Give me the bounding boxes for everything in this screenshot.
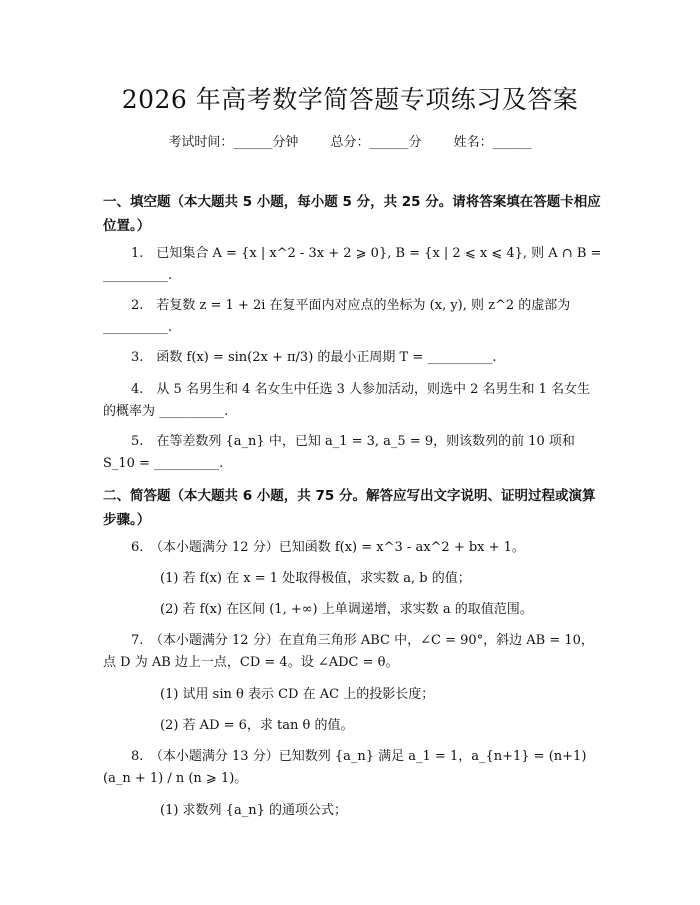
question-text: 4. 从 5 名男生和 4 名女生中任选 3 人参加活动，则选中 2 名男生和 1 名女生的概率为 __________.	[103, 382, 591, 419]
section-heading-fill-blank: 一、填空题（本大题共 5 小题，每小题 5 分，共 25 分。请将答案填在答题卡相应位置。）	[103, 194, 601, 234]
question-7-part-2: (2) 若 AD = 6，求 tan θ 的值。	[160, 718, 354, 733]
exam-meta	[0, 131, 700, 150]
total-score-field: 总分：______分	[330, 135, 422, 150]
question-8-part-1: (1) 求数列 {a_n} 的通项公式；	[160, 803, 347, 818]
question-6	[103, 537, 603, 559]
question-4	[103, 379, 603, 423]
question-text: 2. 若复数 z = 1 + 2i 在复平面内对应点的坐标为 (x, y), 则 z^2 的虚部为 __________.	[103, 298, 571, 335]
question-text: 8. （本小题满分 13 分）已知数列 {a_n} 满足 a_1 = 1，a_{n+1} = (n+1)(a_n + 1) / n (n ⩾ 1)。	[103, 749, 587, 786]
question-6-part-1: (1) 若 f(x) 在 x = 1 处取得极值，求实数 a, b 的值；	[160, 571, 471, 586]
question-6-part-2: (2) 若 f(x) 在区间 (1, +∞) 上单调递增，求实数 a 的取值范围。	[160, 602, 533, 617]
question-text: 6. （本小题满分 12 分）已知函数 f(x) = x^3 - ax^2 + bx + 1。	[131, 540, 525, 555]
question-text: 7. （本小题满分 12 分）在直角三角形 ABC 中，∠C = 90°，斜边 AB = 10，点 D 为 AB 边上一点，CD = 4。设 ∠ADC = θ。	[103, 633, 594, 670]
page-title: 2026 年高考数学简答题专项练习及答案	[121, 85, 579, 114]
question-7-part-1: (1) 试用 sin θ 表示 CD 在 AC 上的投影长度；	[160, 687, 435, 702]
section-heading-short-answer: 二、简答题（本大题共 6 小题，共 75 分。解答应写出文字说明、证明过程或演算步骤。）	[103, 488, 596, 528]
question-3	[103, 347, 603, 369]
question-5	[103, 431, 603, 475]
exam-time-field: 考试时间：______分钟	[168, 135, 299, 150]
question-text: 1. 已知集合 A = {x | x^2 - 3x + 2 ⩾ 0}, B = {x | 2 ⩽ x ⩽ 4}, 则 A ∩ B = __________.	[103, 246, 602, 283]
question-8	[103, 746, 603, 790]
student-name-field: 姓名：______	[453, 135, 532, 150]
question-1	[103, 243, 603, 287]
question-2	[103, 295, 603, 339]
question-7	[103, 630, 603, 674]
question-text: 3. 函数 f(x) = sin(2x + π/3) 的最小正周期 T = __________.	[131, 350, 497, 365]
question-text: 5. 在等差数列 {a_n} 中，已知 a_1 = 3, a_5 = 9，则该数列的前 10 项和 S_10 = __________.	[103, 434, 575, 471]
